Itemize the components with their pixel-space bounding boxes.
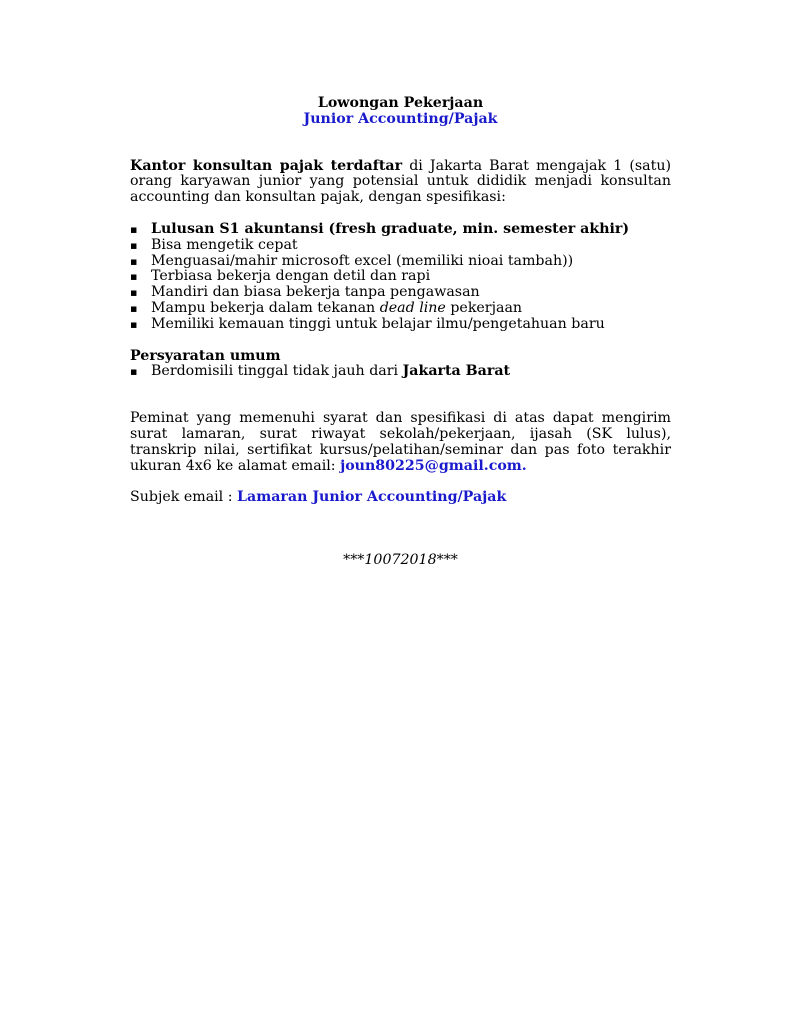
email-subject-line: [130, 490, 671, 506]
requirement-text: Berdomisili tinggal tidak jauh dari: [151, 363, 403, 380]
list-item: [130, 285, 671, 301]
spec-item-text: Memiliki kemauan tinggi untuk belajar ilmu/pengetahuan baru: [151, 315, 605, 332]
bullet-icon: ▪: [130, 317, 138, 331]
general-requirements-list: [130, 364, 671, 380]
application-text: Peminat yang memenuhi syarat dan spesifikasi di atas dapat mengirim surat lamaran, surat riwayat sekolah/pekerjaan, ijasah (SK lulus), transkrip nilai, sertifikat kursus/pelatihan/seminar dan pas foto terakhir ukuran 4x6 ke alamat email:: [130, 410, 671, 474]
email-address: joun80225@gmail.com.: [340, 457, 527, 474]
bullet-icon: ▪: [130, 301, 138, 315]
bullet-icon: ▪: [130, 222, 138, 236]
list-item: [130, 301, 671, 317]
application-paragraph: [130, 411, 671, 474]
bullet-icon: ▪: [130, 270, 138, 284]
list-item: [130, 317, 671, 333]
intro-bold-lead: Kantor konsultan pajak terdaftar: [130, 157, 403, 174]
spec-item-italic: dead line: [379, 299, 446, 316]
requirement-location: Jakarta Barat: [402, 363, 511, 380]
job-posting-document: [130, 96, 671, 569]
job-position-subtitle: Junior Accounting/Pajak: [303, 110, 498, 127]
list-item: [130, 238, 671, 254]
spec-item-text: Menguasai/mahir microsoft excel (memiliki nioai tambah)): [151, 252, 574, 269]
subject-label: Subjek email :: [130, 489, 238, 506]
spec-item-text: Bisa mengetik cepat: [151, 236, 298, 253]
spec-item-tail: pekerjaan: [445, 299, 523, 316]
list-item: [130, 364, 671, 380]
spec-item-text: Terbiasa bekerja dengan detil dan rapi: [151, 268, 431, 285]
spec-item-text: Mampu bekerja dalam tekanan: [151, 299, 380, 316]
list-item: [130, 254, 671, 270]
spec-item-text: Mandiri dan biasa bekerja tanpa pengawasan: [151, 284, 480, 301]
list-item: [130, 222, 671, 238]
intro-paragraph: [130, 159, 671, 206]
general-requirements-heading: Persyaratan umum: [130, 347, 281, 364]
intro-rest: di Jakarta Barat mengajak 1 (satu) orang karyawan junior yang potensial untuk dididik menjadi konsultan accounting dan konsultan pajak, dengan spesifikasi:: [130, 157, 671, 206]
specification-list: [130, 222, 671, 333]
bullet-icon: ▪: [130, 254, 138, 268]
title-block: [130, 96, 671, 128]
spec-item-text: Lulusan S1 akuntansi (fresh graduate, min. semester akhir): [151, 220, 630, 237]
list-item: [130, 269, 671, 285]
bullet-icon: ▪: [130, 286, 138, 300]
bullet-icon: ▪: [130, 238, 138, 252]
page-title: Lowongan Pekerjaan: [317, 95, 484, 111]
reference-code: ***10072018***: [343, 552, 458, 569]
bullet-icon: ▪: [130, 365, 138, 379]
subject-value: Lamaran Junior Accounting/Pajak: [237, 489, 507, 506]
